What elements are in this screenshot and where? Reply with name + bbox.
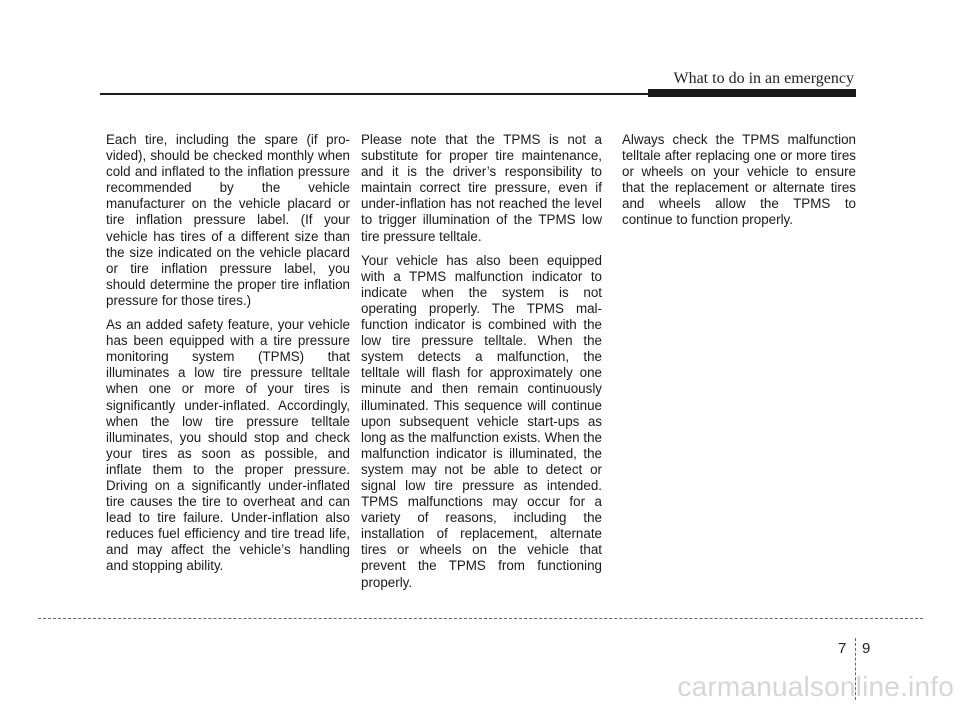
paragraph: As an added safety feature, your vehicle has been equipped with a tire pressure monitoring system (TPMS) that illuminates a low tire pressure telltale when one or more of your tires is significantly under-inflated. Accordingly, when the low tire pressure telltale illuminates, you should stop and check your tires as soon as possible, and inflate them to the proper pressure. Driving on a significantly under-inflated tire causes the tire to overheat and can lead to tire failure. Under-inflation also reduces fuel efficiency and tire tread life, and may affect the vehicle’s handling and stopping ability. <box>106 317 350 574</box>
header-bar <box>648 89 856 97</box>
text-column-1 <box>106 132 350 583</box>
paragraph: Your vehicle has also been equipped with a TPMS malfunction indicator to indicate when the system is not operating properly. The TPMS malfunction indicator is combined with the low tire pressure telltale. When the system detects a malfunction, the telltale will flash for approximately one minute and then remain continuously illuminated. This sequence will continue upon subsequent vehicle start-ups as long as the malfunction exists. When the malfunction indicator is illuminated, the system may not be able to detect or signal low tire pressure as intended. TPMS malfunctions may occur for a variety of reasons, including the installation of replacement, alternate tires or wheels on the vehicle that prevent the TPMS from functioning properly. <box>361 252 602 590</box>
paragraph: Each tire, including the spare (if provided), should be checked monthly when cold and inflated to the inflation pressure recommended by the vehicle manufacturer on the vehicle placard or tire inflation pressure label. (If your vehicle has tires of a different size than the size indicated on the vehicle placard or tire inflation pressure label, you should determine the proper tire inflation pressure for those tires.) <box>106 132 350 308</box>
paragraph: Please note that the TPMS is not a substitute for proper tire maintenance, and it is the driver’s responsibility to maintain correct tire pressure, even if under-inflation has not reached the level to trigger illumination of the TPMS low tire pressure telltale. <box>361 132 602 244</box>
page-number: 9 <box>862 640 871 657</box>
section-title: What to do in an emergency <box>673 70 854 87</box>
paragraph: Always check the TPMS malfunction telltale after replacing one or more tires or wheels on your vehicle to ensure that the replacement or alternate tires and wheels allow the TPMS to continue to function properly. <box>622 132 856 228</box>
footer-divider <box>38 618 923 619</box>
watermark: carmanualsonline.info <box>677 671 954 702</box>
text-column-2 <box>361 132 602 599</box>
text-column-3 <box>622 132 856 237</box>
chapter-number: 7 <box>838 640 847 657</box>
